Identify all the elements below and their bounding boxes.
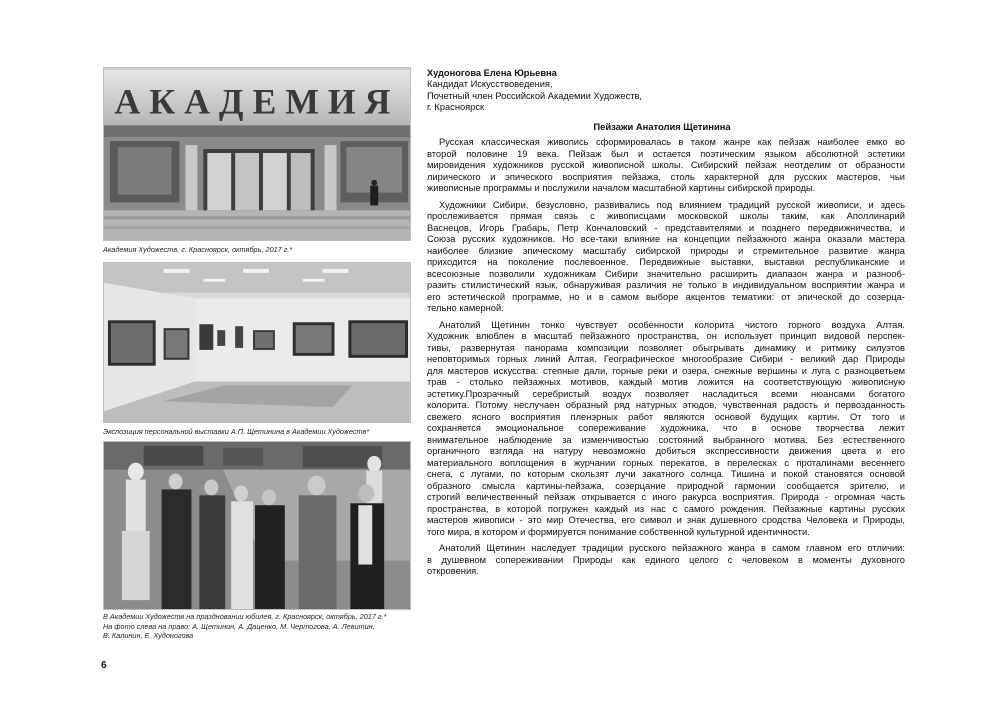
group-celebration-photo <box>103 441 411 610</box>
article-line: Анатолий Щетинин наследует традиции русского пейзажного жанра в самом главном его отличии: <box>439 543 905 553</box>
exhibition-hall-photo <box>103 262 411 423</box>
article-body <box>427 137 905 578</box>
exhibition-hall-image <box>104 263 410 422</box>
article-line: Анатолий Щетинин тонко чувствует особенности колорита чистого горного воздуха Алтая. <box>439 319 905 330</box>
article-paragraph <box>427 200 905 315</box>
article-line: тивы, развернутая панорама композиции позволяет обыгрывать динамику и ритмику силуэтов <box>427 342 905 353</box>
article-line: лирического и эпического восприятия пейзажа, столь характерной для русских мастеров, чьи <box>427 171 905 182</box>
author-degree: Кандидат Искусствоведения, <box>427 79 553 90</box>
article-line: снега, с лугами, по которым скользят лучи закатного солнца. Тишина и покой становятся основой <box>427 469 905 479</box>
article-line: в душевном сопереживании Природы как единого целого с человеком в моменты духовного <box>427 554 905 565</box>
article-line: эстетику.Прозрачный серебристый воздух позволяет насладиться всеми нюансами богатого <box>427 388 905 399</box>
group-celebration-image <box>104 442 410 609</box>
article-title: Пейзажи Анатолия Щетинина <box>593 121 731 132</box>
article-line: трав - столько пейзажных мотивов, каждый мотив ложится на соответствующую живописную <box>427 377 905 387</box>
article-line: прослеживается прямая связь с живописцами московской школы таким, как Аполлинарий <box>427 211 905 221</box>
article-line: его эстетической программе, но и в самом выборе акцентов тематики: от эпической до созерца- <box>427 291 905 302</box>
author-city: г. Красноярск <box>427 102 485 113</box>
caption-line: На фото слева на право: А. Щетинин, А. Даценко, М. Чертогова, А. Левитин, <box>103 621 375 631</box>
page-number: 6 <box>101 660 107 671</box>
article-line: всесоюзные позволили художникам Сибири значительно расширить диапазон жанра и разнооб- <box>427 268 905 279</box>
author-membership: Почетный член Российской Академии Художеств, <box>427 90 643 101</box>
article-line: образного смысла картины-пейзажа, созерцание природной гармонии сообщается зрителю, и <box>427 480 905 491</box>
academy-photo-caption <box>103 245 423 255</box>
caption-line: В. Калинин, Е. Худоногова <box>103 631 194 641</box>
caption-line: Экспозиция персональной выставки А.П. Щетинина в Академии Художеств* <box>103 427 370 436</box>
article-line: колорита. Потому неслучаен образный ряд натурных этюдов, чувственная радость и первозданность <box>427 400 905 410</box>
article-line: второй половине 19 века. Пейзаж был и остается поэтическим языком абсолютной эстетики <box>427 148 905 159</box>
article-line: мастеров живописи - это мир Отечества, его символ и знак душевного сродства Человека и Природы, <box>427 515 905 525</box>
article-line: материального воплощения в журчании горных перекатов, в перелесках с проталинами весеннего <box>427 457 905 468</box>
article-paragraph <box>427 543 905 578</box>
article-line: Художники Сибири, безусловно, развивались под влиянием традиций русской живописи, и здесь <box>439 199 905 210</box>
group-photo-caption <box>103 612 423 641</box>
academy-facade-photo <box>103 67 411 241</box>
article-line: откровения. <box>427 566 479 576</box>
exhibition-photo-caption <box>103 427 423 437</box>
article-line: свежего ясного восприятия пленэрных работ являются основой будущих картин. От того и <box>427 411 905 422</box>
author-block <box>427 68 642 114</box>
article-line: пространства, в которой погружен каждый из нас с самого рождения. Пейзажные картины русских <box>427 503 905 514</box>
article-line: Васнецов, Игорь Грабарь, Петр Кончаловский - представителями и позднего передвижничества, и <box>427 222 905 233</box>
author-name: Худоногова Елена Юрьевна <box>427 68 557 78</box>
article-line: Русская классическая живопись сформировалась в таком жанре как пейзаж наиболее емко во <box>439 137 905 147</box>
article-line: тельно камерной. <box>427 303 504 313</box>
article-paragraph <box>427 137 905 195</box>
article-line: наиболее близкие эпическому масштабу сибирской природы и стремительное развитие жанра <box>427 245 905 256</box>
article-line: мировидения художников русской живописной школы. Сибирский пейзаж неотделим от образности <box>427 160 905 170</box>
article-line: разить стилистический язык, обнаруживая различия не только в индивидуальном восприятии жанра и <box>427 280 905 290</box>
article-line: сохраняется эмоциональное сопереживание художника, что в основе творчества лежит <box>427 423 905 433</box>
article-line: Союза русских художников. Но все-таки влияние на концепции пейзажного жанра оказали мастера <box>427 234 905 244</box>
article-line: приходится на поколение послевоенное. Передвижные выставки, выставки республиканские и <box>427 257 905 267</box>
academy-facade-image <box>104 68 410 240</box>
caption-line: Академия Художеств, г. Красноярск, октябрь, 2017 г.* <box>103 245 293 254</box>
article-line: того мира, в котором и формируется понимание собственной культурной идентичности. <box>427 526 810 537</box>
article-line: строгий величественный пейзаж открывается с иного ракурса восприятия. Природа - огромная часть <box>427 492 905 502</box>
article-line: неповторимых горных линий Алтая. Географическое многообразие Сибири - великий дар Природы <box>427 354 905 364</box>
article-line: органичного взгляда на натуру невозможно добиться экспрессивности движения цвета и его <box>427 446 905 456</box>
article-paragraph <box>427 320 905 539</box>
academy-signage: АКАДЕМИЯ <box>114 81 400 122</box>
article-line: внимательное наблюдение за изменчивостью состояний выбранного мотива. Без естественного <box>427 434 905 445</box>
caption-line: В Академии Художеств на праздновании юбилея, г. Красноярск, октябрь, 2017 г.* <box>103 612 387 621</box>
article-line: для мастеров искусства: степные дали, горные реки и озера, снежные вершины и луга с разноцветьем <box>427 365 905 376</box>
article-line: Художник влюблен в масштаб пейзажного пространства, он использует принцип видовой перспек- <box>427 331 905 341</box>
article-line: живописные программы и послужили началом масштабной картины сибирской природы. <box>427 183 816 193</box>
